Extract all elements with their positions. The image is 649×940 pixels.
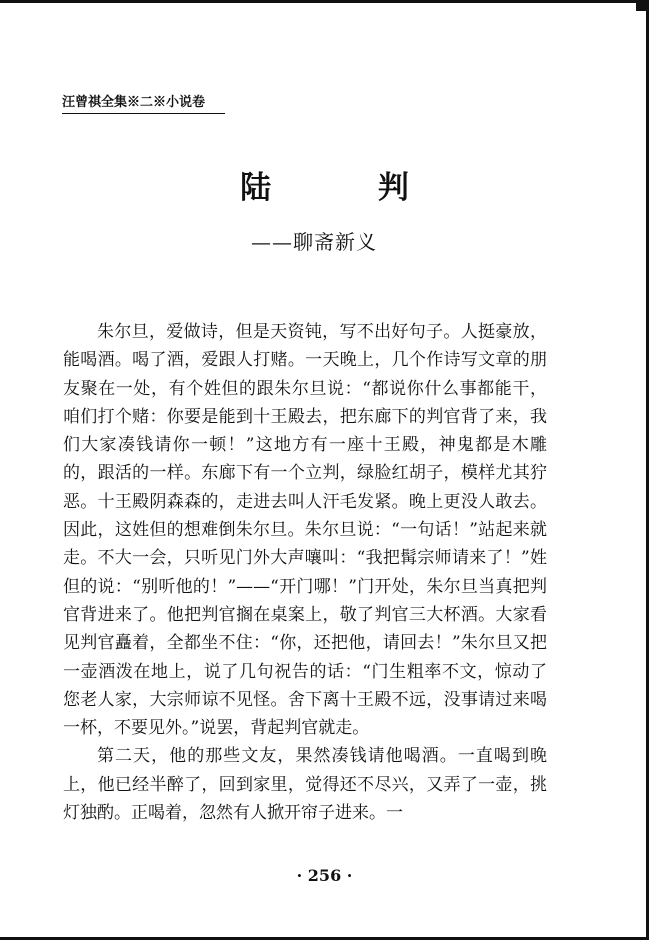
story-subtitle: ——聊斋新义 [251,230,377,254]
page-border-top [0,0,649,3]
running-header-rule [62,113,225,114]
story-title: 陆 判 [240,170,457,206]
page-number: · 256 · [296,866,353,885]
body-paragraph-2: 第二天，他的那些文友，果然凑钱请他喝酒。一直喝到晚上，他已经半醉了，回到家里，觉得还不尽兴，又弄了一壶，挑灯独酌。正喝着，忽然有人掀开帘子进来。一 [63,746,547,824]
corner-scan-mark [636,0,646,11]
running-header: 汪曾祺全集※二※小说卷 [62,95,206,110]
story-body [63,318,547,827]
body-paragraph-1: 朱尔旦，爱做诗，但是天资钝，写不出好句子。人挺豪放，能喝酒。喝了酒，爱跟人打赌。一天晚上，几个作诗写文章的朋友聚在一处，有个姓但的跟朱尔旦说：“都说你什么事都能干，咱们打个赌：你要是能到十王殿去，把东廊下的判官背了来，我们大家凑钱请你一顿！”这地方有一座十王殿，神鬼都是木雕的，跟活的一样。东廊下有一个立判，绿脸红胡子，模样尤其狞恶。十王殿阴森森的，走进去叫人汗毛发紧。晚上更没人敢去。因此，这姓但的想难倒朱尔旦。朱尔旦说：“一句话！”站起来就走。不大一会，只听见门外大声嚷叫：“我把髯宗师请来了！”姓但的说：“别听他的！”——“开门哪！”门开处，朱尔旦当真把判官背进来了。他把判官搁在桌案上，敬了判官三大杯酒。大家看见判官矗着，全都坐不住：“你，还把他，请回去！”朱尔旦又把一壶酒泼在地上，说了几句祝告的话：“门生粗率不文，惊动了您老人家，大宗师谅不见怪。舍下离十王殿不远，没事请过来喝一杯，不要见外。”说罢，背起判官就走。 [63,322,547,739]
